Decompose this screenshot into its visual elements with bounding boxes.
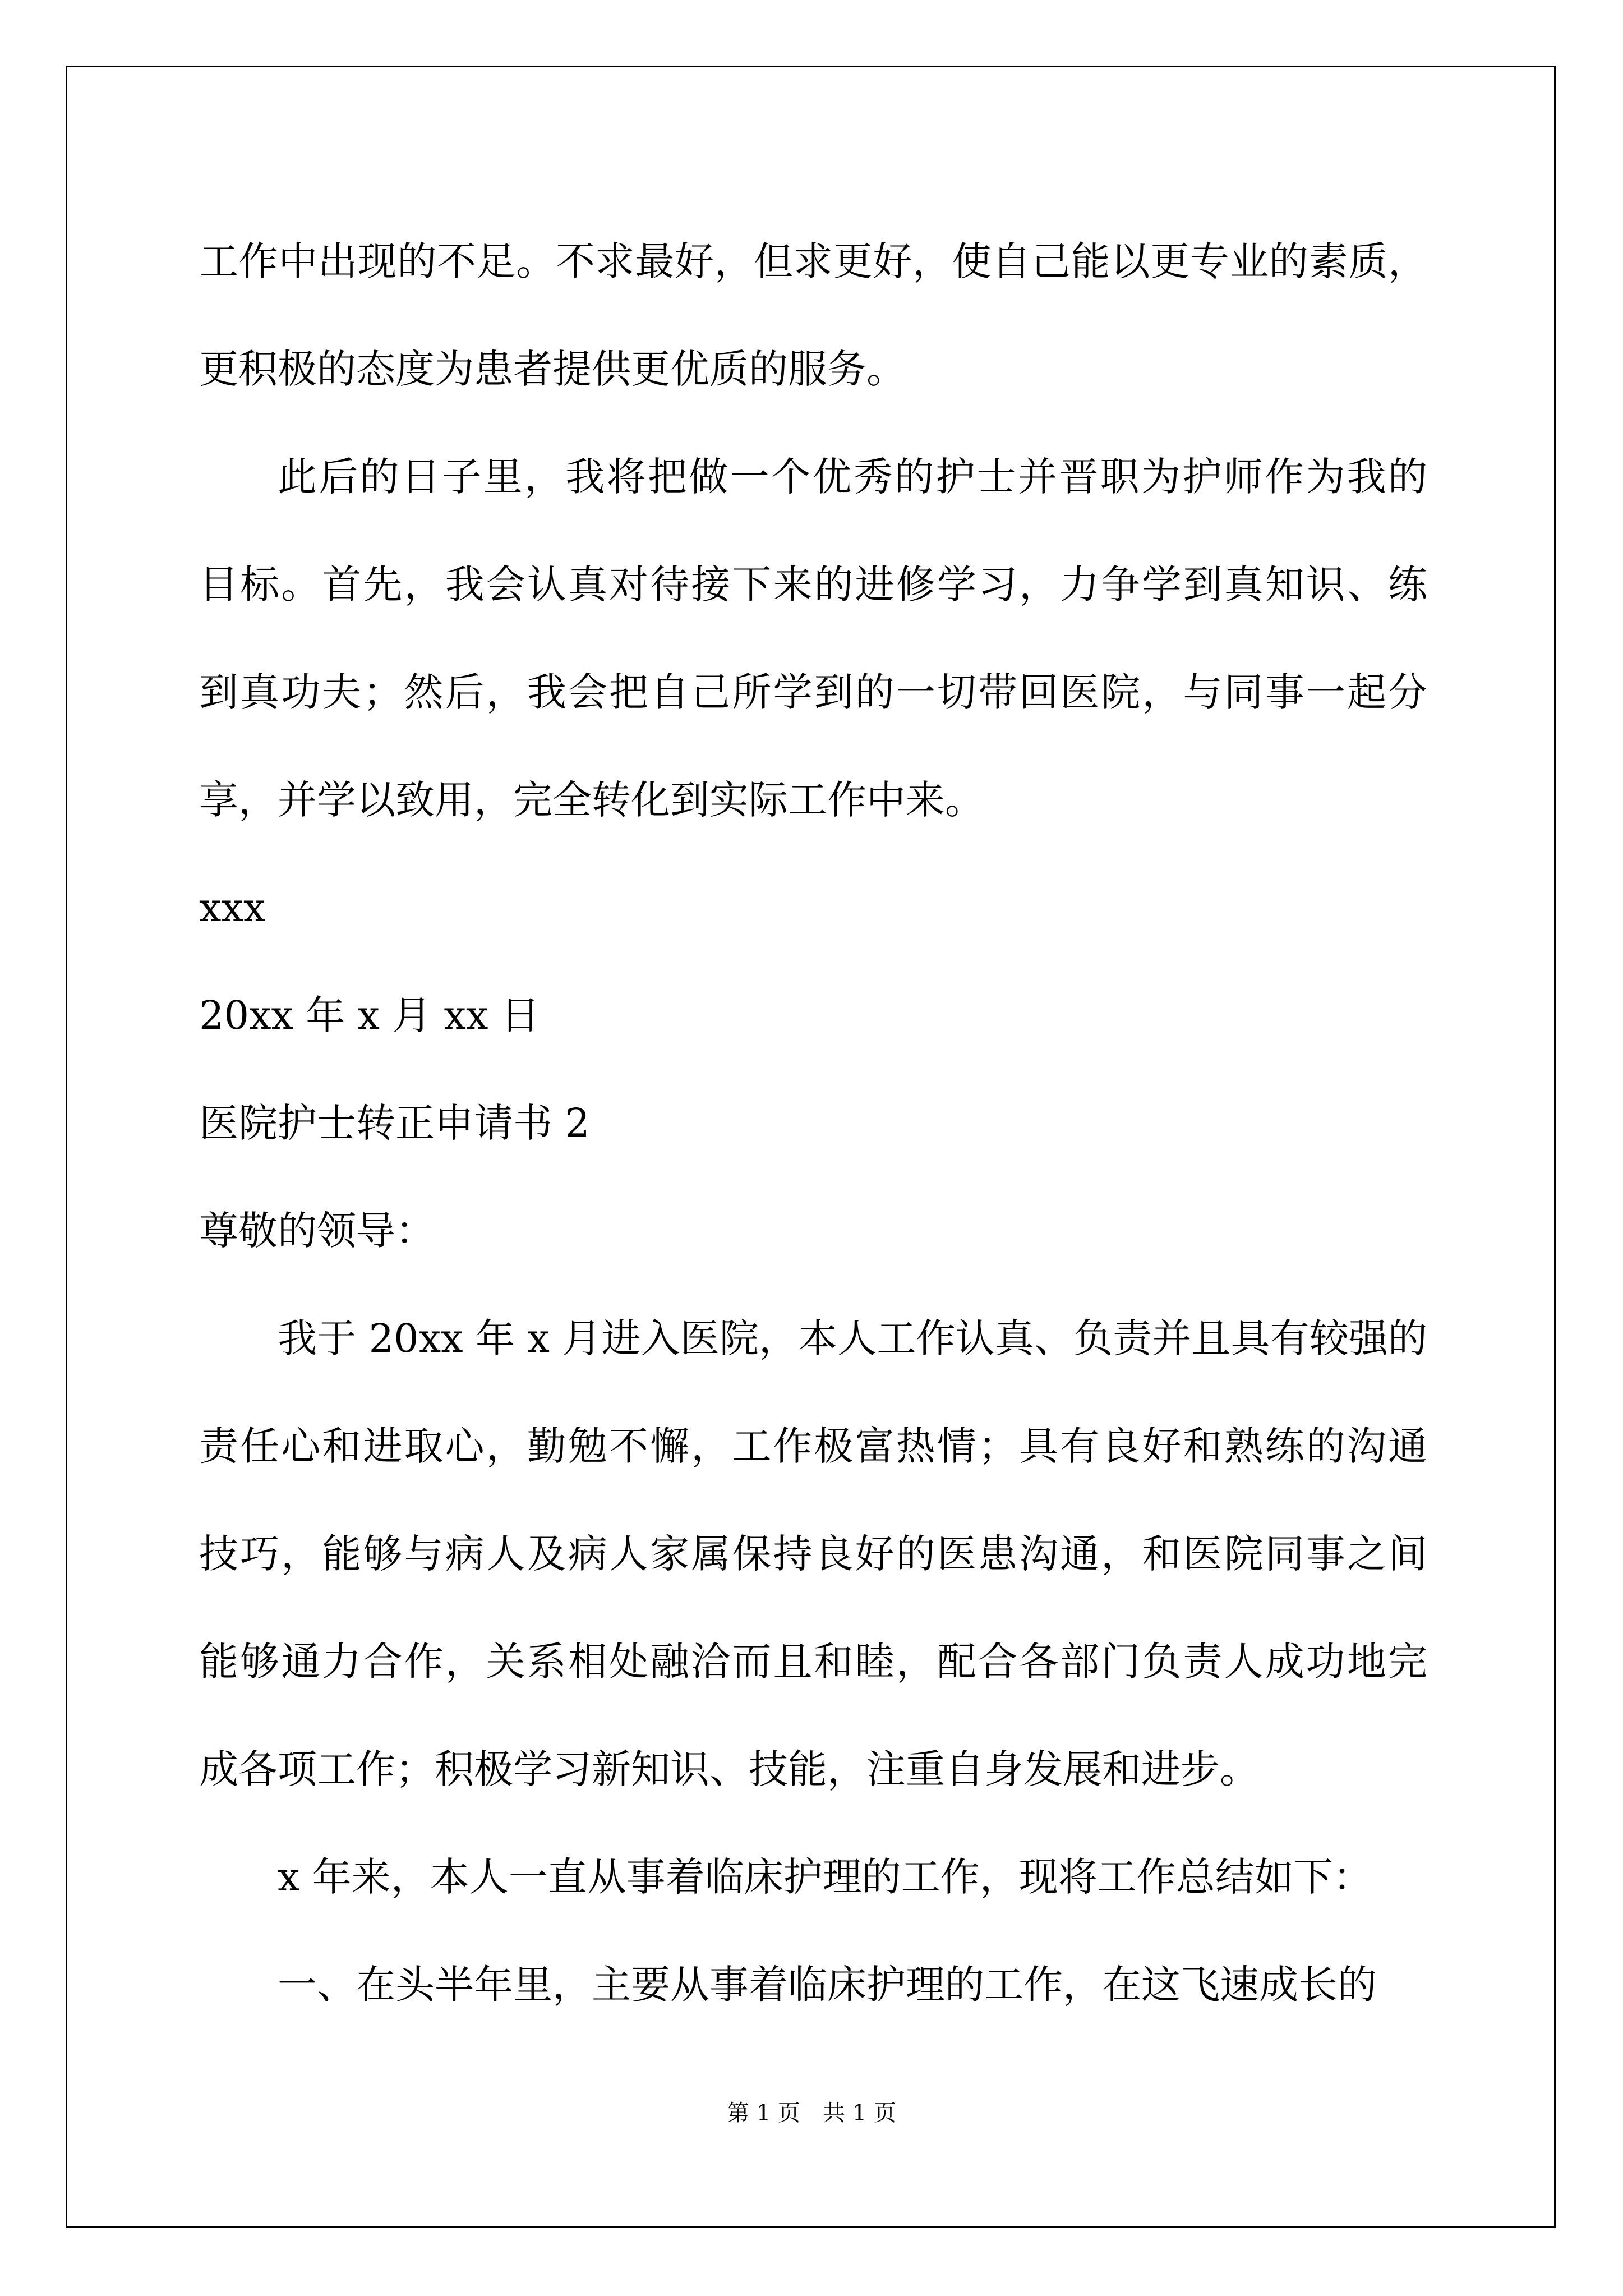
text-line: xxx [199,885,266,931]
text-line: 尊敬的领导： [199,1208,435,1254]
paragraph [199,1931,1427,2039]
paragraph [199,854,1427,961]
text-line: 能够通力合作，关系相处融洽而且和睦，配合各部门负责人成功地完 [199,1639,1427,1685]
text-line: 此后的日子里，我将把做一个优秀的护士并晋职为护师作为我的 [278,454,1427,500]
document-body [199,208,1427,2039]
page-number-total: 共 1 页 [823,2100,896,2126]
text-line: 工作中出现的不足。不求最好，但求更好，使自己能以更专业的素质， [199,238,1427,284]
text-line: 责任心和进取心，勤勉不懈，工作极富热情；具有良好和熟练的沟通 [199,1423,1427,1469]
paragraph [199,1177,1427,1285]
page-number-current: 第 1 页 [727,2100,800,2126]
paragraph [199,1823,1427,1931]
text-line: 成各项工作；积极学习新知识、技能，注重自身发展和进步。 [199,1746,1259,1792]
paragraph [199,1069,1427,1177]
text-line: 我于 20xx 年 x 月进入医院，本人工作认真、负责并且具有较强的 [278,1315,1427,1361]
paragraph [199,1285,1427,1823]
text-line: 更积极的态度为患者提供更优质的服务。 [199,346,906,392]
text-line: 到真功夫；然后，我会把自己所学到的一切带回医院，与同事一起分 [199,669,1427,715]
text-line: 20xx 年 x 月 xx 日 [199,992,540,1038]
text-line: 医院护士转正申请书 2 [199,1100,590,1146]
text-line: 享，并学以致用，完全转化到实际工作中来。 [199,777,984,823]
page-footer [0,2095,1623,2127]
paragraph [199,961,1427,1069]
text-line: 目标。首先，我会认真对待接下来的进修学习，力争学到真知识、练 [199,562,1427,608]
text-line: x 年来，本人一直从事着临床护理的工作，现将工作总结如下： [278,1854,1372,1900]
paragraph [199,208,1427,423]
text-line: 技巧，能够与病人及病人家属保持良好的医患沟通，和医院同事之间 [199,1531,1427,1577]
paragraph [199,423,1427,854]
text-line: 一、在头半年里，主要从事着临床护理的工作，在这飞速成长的 [278,1962,1377,2008]
